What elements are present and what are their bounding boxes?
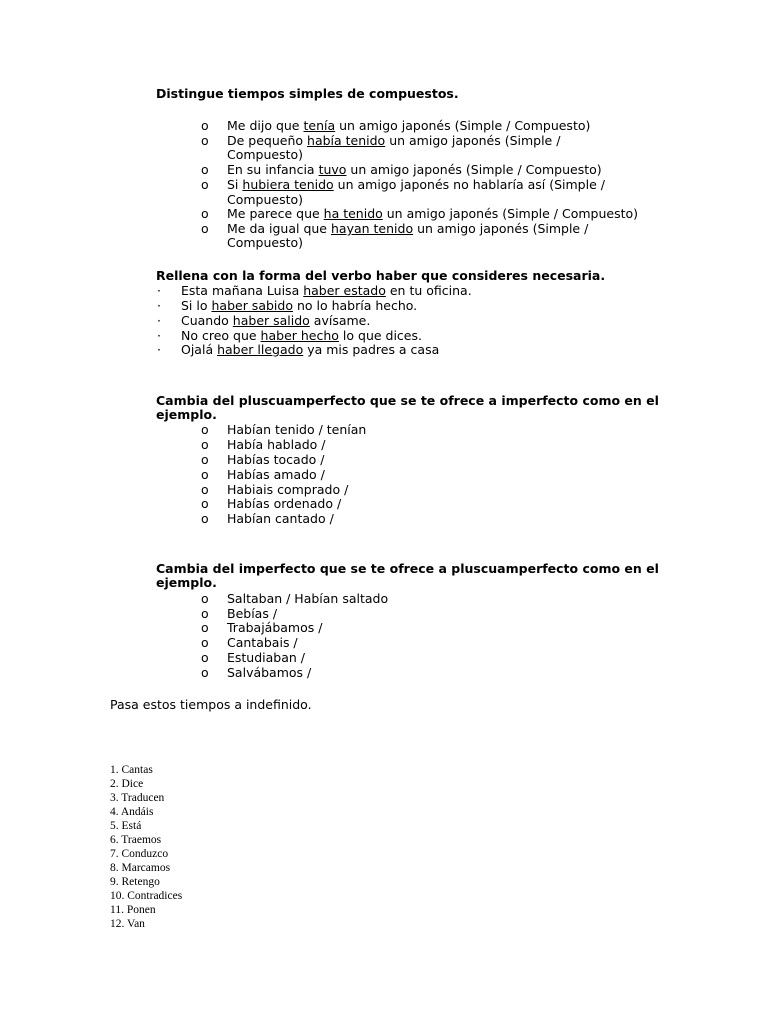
list-item: 8. Marcamos: [110, 862, 171, 874]
list-item: 3. Traducen: [110, 792, 165, 804]
list-item: [0, 343, 768, 358]
item-text: un amigo japonés (Simple / Compuesto): [382, 206, 639, 221]
section5-instruction: Pasa estos tiempos a indefinido.: [110, 697, 312, 712]
list-item: [0, 592, 768, 607]
item-text: lo que dices.: [338, 328, 422, 343]
list-item: [0, 607, 768, 622]
item-text: Habías tocado /: [227, 452, 325, 467]
item-text: De pequeño: [227, 133, 308, 148]
item-underlined-verb: haber llegado: [217, 342, 304, 357]
item-text: un amigo japonés (Simple /: [385, 133, 561, 148]
list-item: [0, 163, 768, 178]
item-text: un amigo japonés (Simple / Compuesto): [335, 118, 591, 133]
item-text: Bebías /: [227, 606, 278, 621]
list-item: [0, 512, 768, 527]
bullet-marker: ·: [157, 328, 161, 343]
bullet-marker: o: [201, 635, 209, 650]
item-text: Habías ordenado /: [227, 496, 342, 511]
bullet-marker: o: [201, 177, 209, 192]
list-item: 9. Retengo: [110, 876, 160, 888]
list-item: [0, 468, 768, 483]
item-underlined-verb: ha tenido: [323, 206, 383, 221]
item-text-continuation: Compuesto): [227, 192, 304, 207]
list-item: [0, 299, 768, 314]
item-text: Cuando: [181, 313, 233, 328]
list-item: [0, 134, 768, 149]
item-underlined-verb: haber sabido: [211, 298, 293, 313]
item-underlined-verb: tenía: [303, 118, 336, 133]
item-text: Cantabais /: [227, 635, 298, 650]
item-text: un amigo japonés (Simple /: [413, 221, 589, 236]
bullet-marker: o: [201, 452, 209, 467]
list-item: [0, 207, 768, 222]
bullet-marker: o: [201, 591, 209, 606]
list-item: 12. Van: [110, 918, 145, 930]
list-item: [0, 621, 768, 636]
numbered-verb-list: [110, 763, 182, 931]
bullet-marker: o: [201, 496, 209, 511]
bullet-marker: ·: [157, 342, 161, 357]
list-item: 10. Contradices: [110, 890, 183, 902]
bullet-marker: o: [201, 650, 209, 665]
bullet-marker: o: [201, 620, 209, 635]
item-text: Salvábamos /: [227, 665, 312, 680]
section2-heading: Rellena con la forma del verbo haber que consideres necesaria.: [156, 268, 606, 283]
item-text: Estudiaban /: [227, 650, 306, 665]
item-text: Me dijo que: [227, 118, 304, 133]
list-item: [0, 497, 768, 512]
item-text: Habían cantado /: [227, 511, 334, 526]
item-text-continuation: Compuesto): [227, 147, 304, 162]
list-item: 7. Conduzco: [110, 848, 169, 860]
item-underlined-verb: había tenido: [307, 133, 386, 148]
list-item: [0, 483, 768, 498]
list-item-continuation: [0, 148, 768, 163]
list-item: [0, 284, 768, 299]
bullet-marker: o: [201, 437, 209, 452]
item-text: Si: [227, 177, 243, 192]
bullet-marker: o: [201, 467, 209, 482]
list-item: [0, 666, 768, 681]
bullet-marker: o: [201, 118, 209, 133]
item-text: en tu oficina.: [385, 283, 472, 298]
section4-heading: Cambia del imperfecto que se te ofrece a pluscuamperfecto como en el ejemplo.: [156, 561, 659, 590]
list-item: [0, 119, 768, 134]
bullet-marker: o: [201, 665, 209, 680]
list-item-continuation: [0, 236, 768, 251]
list-item: 2. Dice: [110, 778, 144, 790]
item-underlined-verb: haber estado: [303, 283, 386, 298]
item-text: Ojalá: [181, 342, 218, 357]
item-text: No creo que: [181, 328, 261, 343]
list-item: [0, 636, 768, 651]
bullet-marker: ·: [157, 283, 161, 298]
list-item: [0, 453, 768, 468]
item-text: un amigo japonés no hablaría así (Simple /: [333, 177, 605, 192]
item-text: avísame.: [309, 313, 371, 328]
item-text: Me da igual que: [227, 221, 331, 236]
list-item: [0, 651, 768, 666]
item-text: Si lo: [181, 298, 212, 313]
item-text-continuation: Compuesto): [227, 235, 304, 250]
item-text: Habían tenido / tenían: [227, 422, 367, 437]
bullet-marker: ·: [157, 313, 161, 328]
list-item: 1. Cantas: [110, 764, 153, 776]
item-underlined-verb: tuvo: [318, 162, 347, 177]
list-item: 6. Traemos: [110, 834, 162, 846]
list-item: 5. Está: [110, 820, 142, 832]
item-text: En su infancia: [227, 162, 319, 177]
item-text: Saltaban / Habían saltado: [227, 591, 389, 606]
bullet-marker: ·: [157, 298, 161, 313]
list-item: [0, 438, 768, 453]
section3-heading: Cambia del pluscuamperfecto que se te ofrece a imperfecto como en el ejemplo.: [156, 393, 659, 422]
section1-heading: Distingue tiempos simples de compuestos.: [156, 86, 459, 101]
item-text: un amigo japonés (Simple / Compuesto): [346, 162, 602, 177]
item-underlined-verb: haber hecho: [260, 328, 339, 343]
bullet-marker: o: [201, 133, 209, 148]
bullet-marker: o: [201, 162, 209, 177]
bullet-marker: o: [201, 206, 209, 221]
list-item: 11. Ponen: [110, 904, 156, 916]
item-text: ya mis padres a casa: [303, 342, 440, 357]
item-text: Había hablado /: [227, 437, 326, 452]
item-text: Trabajábamos /: [227, 620, 323, 635]
item-underlined-verb: haber salido: [232, 313, 310, 328]
list-item: [0, 314, 768, 329]
item-text: Habiais comprado /: [227, 482, 349, 497]
bullet-marker: o: [201, 482, 209, 497]
list-item: [0, 423, 768, 438]
bullet-marker: o: [201, 422, 209, 437]
list-item: [0, 178, 768, 193]
item-underlined-verb: hayan tenido: [330, 221, 414, 236]
item-text: Me parece que: [227, 206, 324, 221]
list-item: [0, 222, 768, 237]
item-text: Esta mañana Luisa: [181, 283, 304, 298]
bullet-marker: o: [201, 511, 209, 526]
item-text: no lo habría hecho.: [292, 298, 418, 313]
item-underlined-verb: hubiera tenido: [242, 177, 334, 192]
list-item: 4. Andáis: [110, 806, 154, 818]
item-text: Habías amado /: [227, 467, 325, 482]
bullet-marker: o: [201, 606, 209, 621]
bullet-marker: o: [201, 221, 209, 236]
